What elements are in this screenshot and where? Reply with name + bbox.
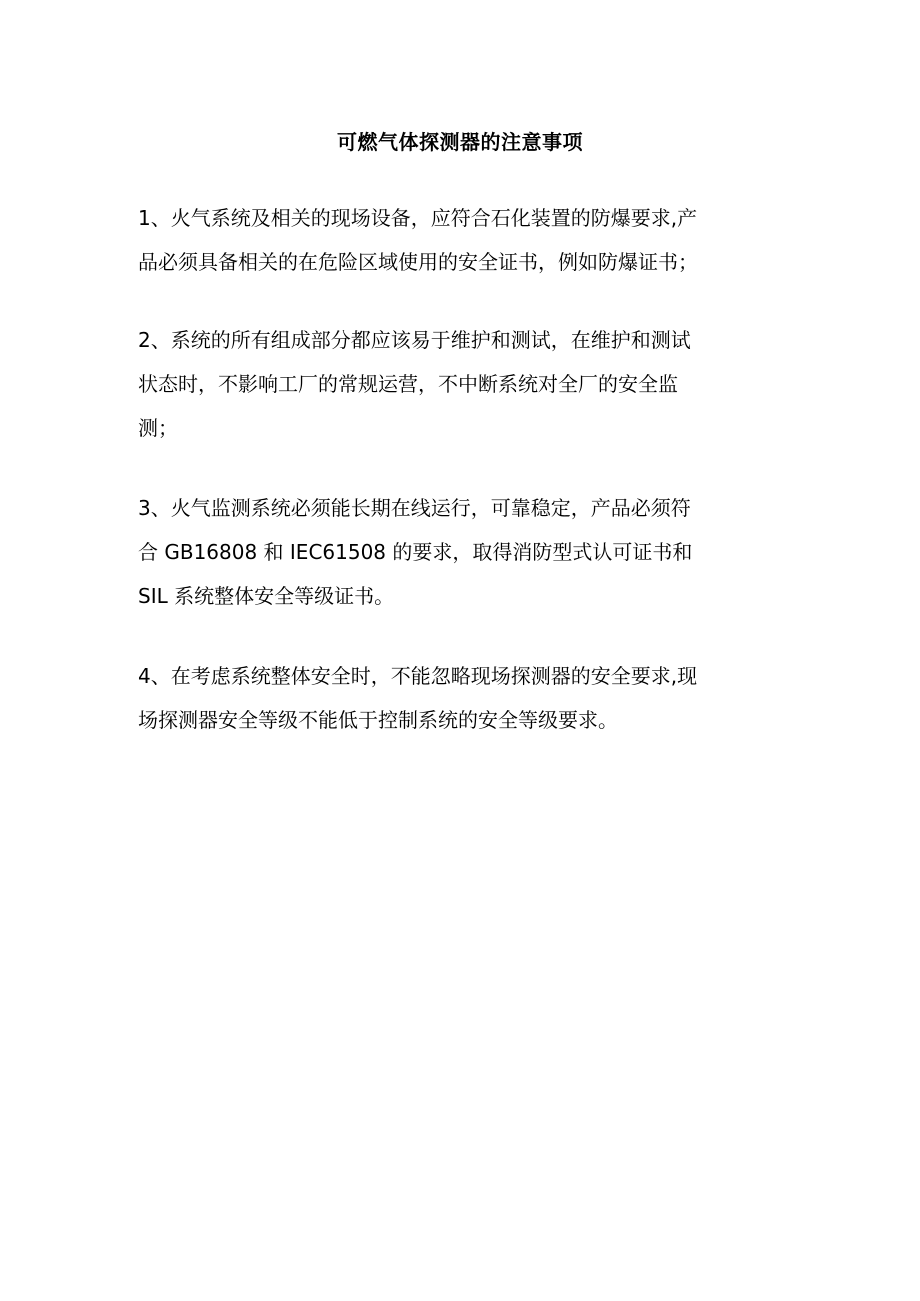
paragraph-line: 1、火气系统及相关的现场设备，应符合石化装置的防爆要求,产 — [138, 206, 698, 230]
paragraph-line: SIL 系统整体安全等级证书。 — [138, 584, 395, 608]
paragraph-4 — [138, 654, 788, 742]
paragraph-line: 测； — [138, 416, 178, 440]
paragraph-line: 品必须具备相关的在危险区域使用的安全证书，例如防爆证书； — [138, 250, 698, 274]
paragraph-2 — [138, 318, 788, 450]
document-title: 可燃气体探测器的注意事项 — [337, 130, 583, 154]
paragraph-line: 合 GB16808 和 IEC61508 的要求，取得消防型式认可证书和 — [138, 540, 693, 564]
paragraph-line: 3、火气监测系统必须能长期在线运行，可靠稳定，产品必须符 — [138, 496, 691, 520]
paragraph-line: 场探测器安全等级不能低于控制系统的安全等级要求。 — [138, 708, 618, 732]
paragraph-1 — [138, 196, 788, 284]
paragraph-3 — [138, 486, 788, 618]
paragraph-line: 2、系统的所有组成部分都应该易于维护和测试，在维护和测试 — [138, 328, 691, 352]
paragraph-line: 状态时，不影响工厂的常规运营，不中断系统对全厂的安全监 — [138, 372, 678, 396]
paragraph-line: 4、在考虑系统整体安全时，不能忽略现场探测器的安全要求,现 — [138, 664, 698, 688]
